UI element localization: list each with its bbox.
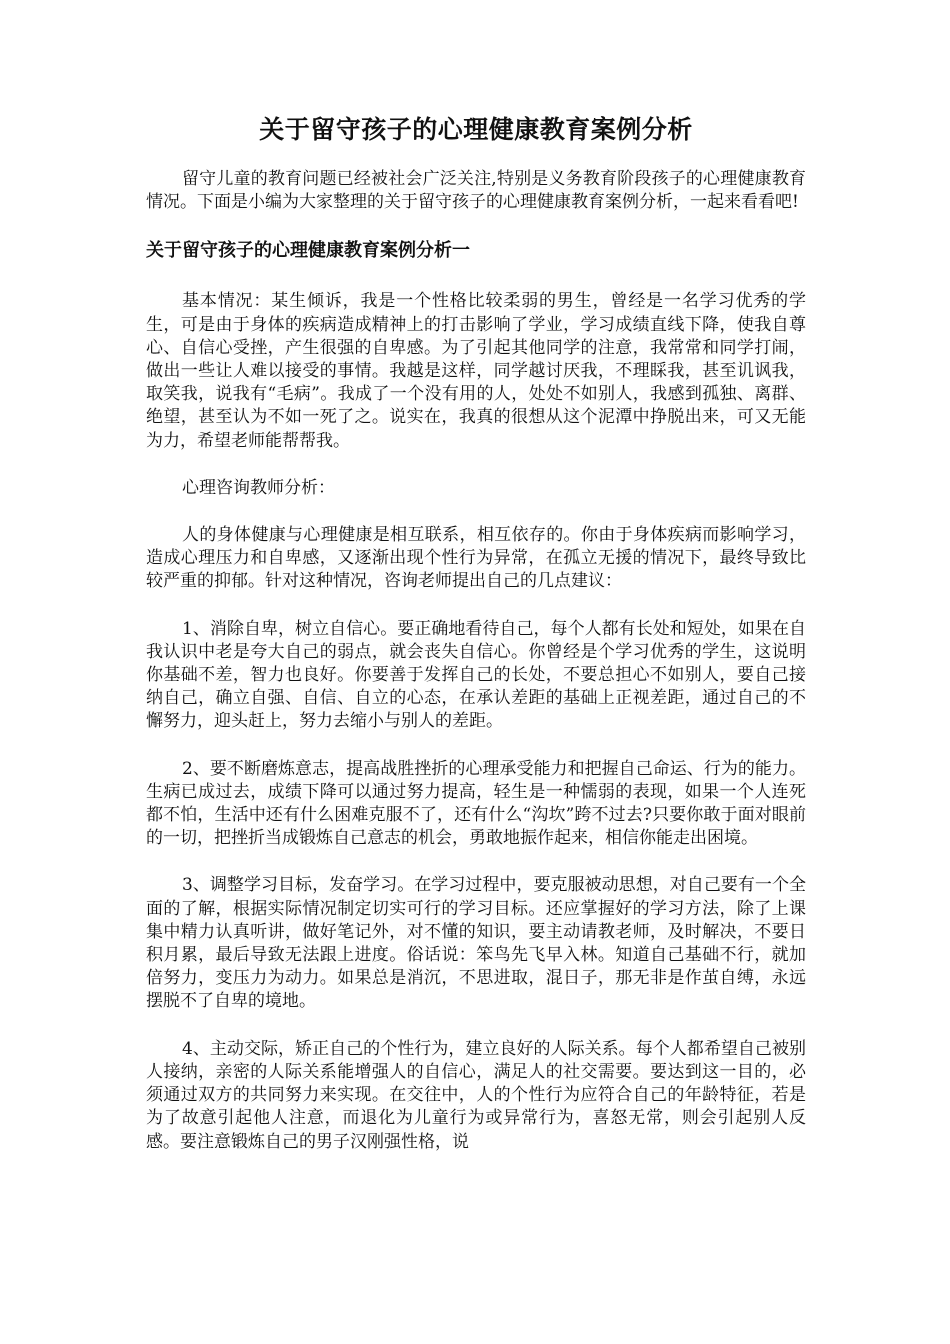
- document-body: [146, 112, 806, 1178]
- paragraph-advice-2: 2、要不断磨炼意志，提高战胜挫折的心理承受能力和把握自己命运、行为的能力。生病已成过去，成绩下降可以通过努力提高，轻生是一种懦弱的表现，如果一个人连死都不怕，生活中还有什么困难克服不了，还有什么“沟坎”跨不过去?只要你敢于面对眼前的一切，把挫折当成锻炼自己意志的机会，勇敢地振作起来，相信你能走出困境。: [146, 758, 806, 849]
- paragraph-advice-4: 4、主动交际，矫正自己的个性行为，建立良好的人际关系。每个人都希望自己被别人接纳，亲密的人际关系能增强人的自信心，满足人的社交需要。要达到这一目的，必须通过双方的共同努力来实现。在交往中，人的个性行为应符合自己的年龄特征，若是为了故意引起他人注意，而退化为儿童行为或异常行为，喜怒无常，则会引起别人反感。要注意锻炼自己的男子汉刚强性格，说: [146, 1038, 806, 1152]
- paragraph-analysis-label: 心理咨询教师分析：: [182, 477, 335, 498]
- document-title: 关于留守孩子的心理健康教育案例分析: [259, 115, 693, 144]
- intro-paragraph: 留守儿童的教育问题已经被社会广泛关注,特别是义务教育阶段孩子的心理健康教育情况。下面是小编为大家整理的关于留守孩子的心理健康教育案例分析，一起来看看吧!: [146, 169, 806, 213]
- paragraph-analysis: 人的身体健康与心理健康是相互联系，相互依存的。你由于身体疾病而影响学习，造成心理压力和自卑感，又逐渐出现个性行为异常，在孤立无援的情况下，最终导致比较严重的抑郁。针对这种情况，咨询老师提出自己的几点建议：: [146, 525, 806, 592]
- paragraph-basic-situation: 基本情况：某生倾诉，我是一个性格比较柔弱的男生，曾经是一名学习优秀的学生，可是由于身体的疾病造成精神上的打击影响了学业，学习成绩直线下降，使我自尊心、自信心受挫，产生很强的自卑感。为了引起其他同学的注意，我常常和同学打闹，做出一些让人难以接受的事情。我越是这样，同学越讨厌我，不理睬我，甚至讥讽我，取笑我，说我有“毛病”。我成了一个没有用的人，处处不如别人，我感到孤独、离群、绝望，甚至认为不如一死了之。说实在，我真的很想从这个泥潭中挣脱出来，可又无能为力，希望老师能帮帮我。: [146, 291, 806, 451]
- section-heading: 关于留守孩子的心理健康教育案例分析一: [146, 240, 470, 262]
- paragraph-advice-3: 3、调整学习目标，发奋学习。在学习过程中，要克服被动思想，对自己要有一个全面的了解，根据实际情况制定切实可行的学习目标。还应掌握好的学习方法，除了上课集中精力认真听讲，做好笔记外，对不懂的知识，要主动请教老师，及时解决，不要日积月累，最后导致无法跟上进度。俗话说：笨鸟先飞早入林。知道自己基础不行，就加倍努力，变压力为动力。如果总是消沉，不思进取，混日子，那无非是作茧自缚，永远摆脱不了自卑的境地。: [146, 875, 806, 1012]
- paragraph-advice-1: 1、消除自卑，树立自信心。要正确地看待自己，每个人都有长处和短处，如果在自我认识中老是夸大自己的弱点，就会丧失自信心。你曾经是个学习优秀的学生，这说明你基础不差，智力也良好。你要善于发挥自己的长处，不要总担心不如别人，要自己接纳自己，确立自强、自信、自立的心态，在承认差距的基础上正视差距，通过自己的不懈努力，迎头赶上，努力去缩小与别人的差距。: [146, 618, 806, 732]
